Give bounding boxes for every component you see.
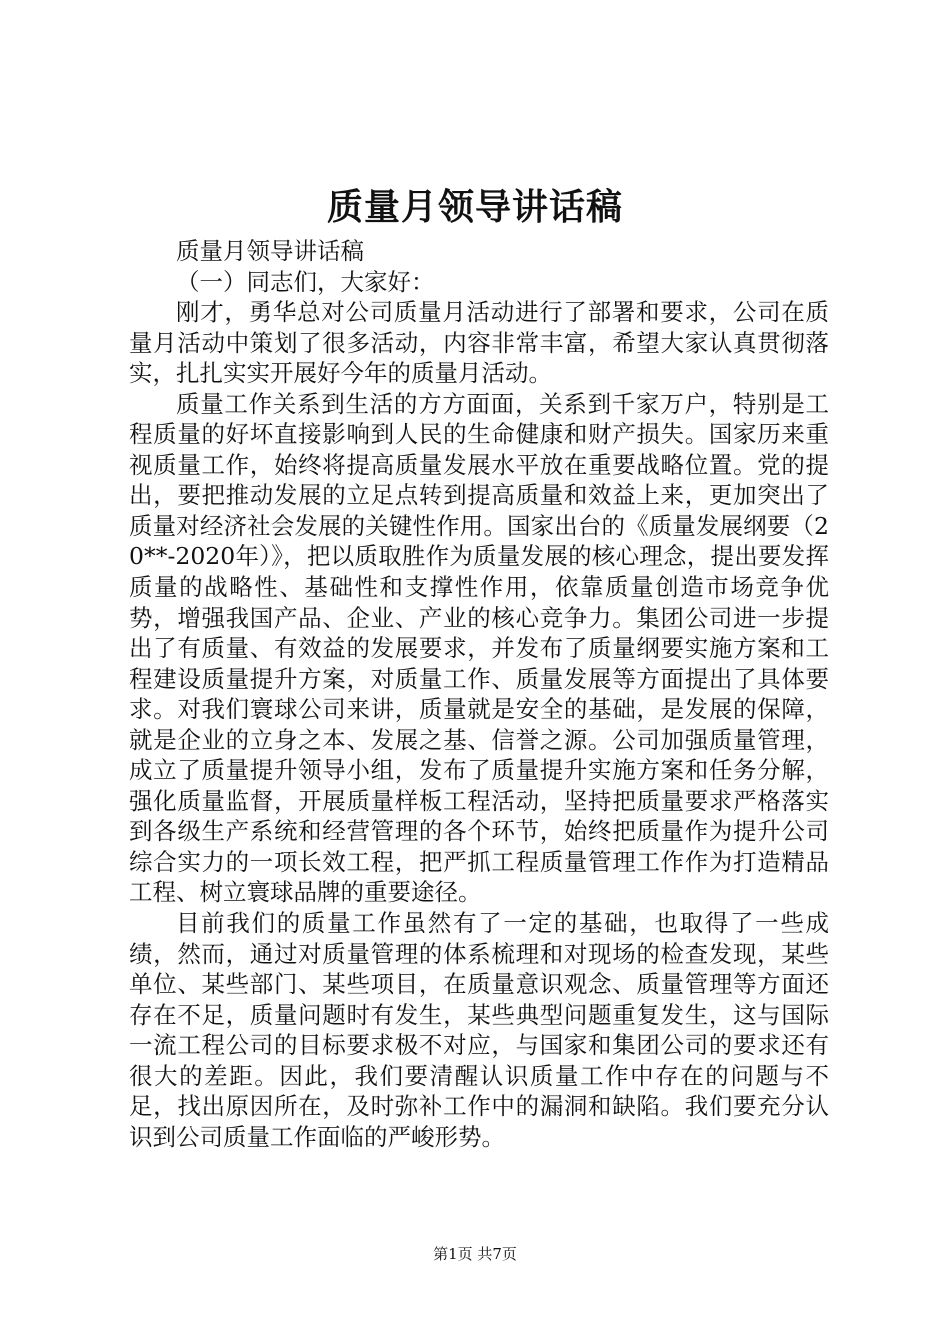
body-paragraph: 刚才，勇华总对公司质量月活动进行了部署和要求，公司在质量月活动中策划了很多活动，内容非常丰富，希望大家认真贯彻落实，扎扎实实开展好今年的质量月活动。 [129,298,829,388]
document-body [129,236,829,1152]
subtitle-paragraph: 质量月领导讲话稿 [176,237,364,265]
document-title: 质量月领导讲话稿 [326,186,623,228]
body-paragraph: 质量工作关系到生活的方方面面，关系到千家万户，特别是工程质量的好坏直接影响到人民的生命健康和财产损失。国家历来重视质量工作，始终将提高质量发展水平放在重要战略位置。党的提出，要把推动发展的立足点转到提高质量和效益上来，更加突出了质量对经济社会发展的关键性作用。国家出台的《质量发展纲要（20**-2020年）》，把以质取胜作为质量发展的核心理念，提出要发挥质量的战略性、基础性和支撑性作用，依靠质量创造市场竞争优势，增强我国产品、企业、产业的核心竞争力。集团公司进一步提出了有质量、有效益的发展要求，并发布了质量纲要实施方案和工程建设质量提升方案，对质量工作、质量发展等方面提出了具体要求。对我们寰球公司来讲，质量就是安全的基础，是发展的保障，就是企业的立身之本、发展之基、信誉之源。公司加强质量管理，成立了质量提升领导小组，发布了质量提升实施方案和任务分解，强化质量监督，开展质量样板工程活动，坚持把质量要求严格落实到各级生产系统和经营管理的各个环节，始终把质量作为提升公司综合实力的一项长效工程，把严抓工程质量管理工作作为打造精品工程、树立寰球品牌的重要途径。 [129,389,829,907]
greeting-paragraph: （一）同志们，大家好： [176,267,435,296]
page-footer: 第1页 共7页 [433,1245,517,1263]
body-paragraph: 目前我们的质量工作虽然有了一定的基础，也取得了一些成绩，然而，通过对质量管理的体系梳理和对现场的检查发现，某些单位、某些部门、某些项目，在质量意识观念、质量管理等方面还存在不足，质量问题时有发生，某些典型问题重复发生，这与国际一流工程公司的目标要求极不对应，与国家和集团公司的要求还有很大的差距。因此，我们要清醒认识质量工作中存在的问题与不足，找出原因所在，及时弥补工作中的漏洞和缺陷。我们要充分认识到公司质量工作面临的严峻形势。 [129,909,829,1151]
